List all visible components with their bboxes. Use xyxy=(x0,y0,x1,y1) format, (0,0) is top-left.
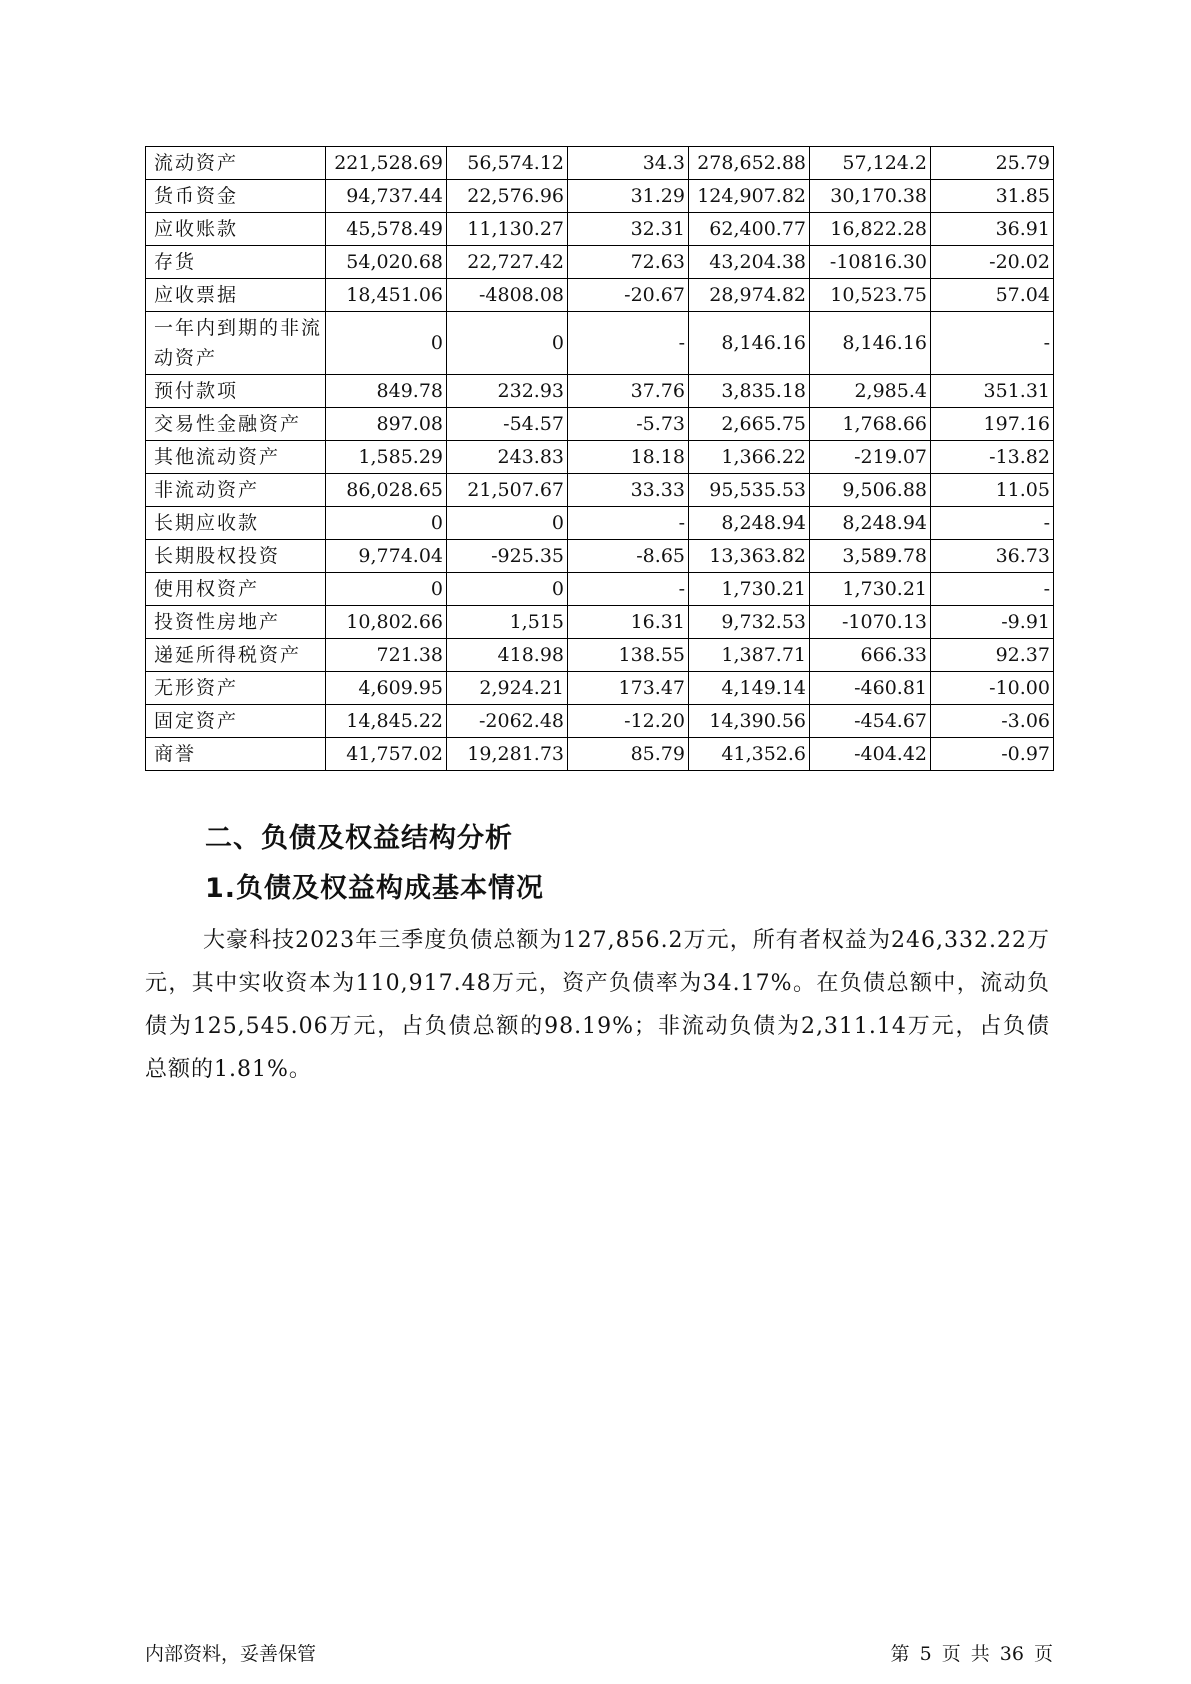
value-cell: 31.29 xyxy=(568,180,689,213)
value-cell: 9,506.88 xyxy=(810,474,931,507)
row-label-cell: 固定资产 xyxy=(146,705,326,738)
value-cell: 85.79 xyxy=(568,738,689,771)
table-row xyxy=(146,375,1054,408)
value-cell: 18,451.06 xyxy=(326,279,447,312)
value-cell: 4,609.95 xyxy=(326,672,447,705)
value-cell: 2,985.4 xyxy=(810,375,931,408)
value-cell: 95,535.53 xyxy=(689,474,810,507)
value-cell: - xyxy=(931,312,1054,375)
value-cell: 72.63 xyxy=(568,246,689,279)
value-cell: -1070.13 xyxy=(810,606,931,639)
value-cell: 10,523.75 xyxy=(810,279,931,312)
row-label-cell: 货币资金 xyxy=(146,180,326,213)
section-heading: 二、负债及权益结构分析 xyxy=(205,823,513,854)
value-cell: -13.82 xyxy=(931,441,1054,474)
value-cell: -454.67 xyxy=(810,705,931,738)
value-cell: 8,248.94 xyxy=(689,507,810,540)
row-label-cell: 存货 xyxy=(146,246,326,279)
table-row xyxy=(146,705,1054,738)
value-cell: -20.02 xyxy=(931,246,1054,279)
value-cell: 173.47 xyxy=(568,672,689,705)
row-label-cell: 应收票据 xyxy=(146,279,326,312)
value-cell: 0 xyxy=(326,573,447,606)
value-cell: 14,390.56 xyxy=(689,705,810,738)
row-label-cell: 其他流动资产 xyxy=(146,441,326,474)
row-label-cell: 长期股权投资 xyxy=(146,540,326,573)
value-cell: 9,732.53 xyxy=(689,606,810,639)
value-cell: 8,146.16 xyxy=(689,312,810,375)
value-cell: 11,130.27 xyxy=(447,213,568,246)
table-row xyxy=(146,279,1054,312)
value-cell: -4808.08 xyxy=(447,279,568,312)
value-cell: 2,924.21 xyxy=(447,672,568,705)
table-row xyxy=(146,738,1054,771)
table-row xyxy=(146,606,1054,639)
value-cell: 3,589.78 xyxy=(810,540,931,573)
table-row xyxy=(146,639,1054,672)
value-cell: -20.67 xyxy=(568,279,689,312)
value-cell: 41,757.02 xyxy=(326,738,447,771)
value-cell: 124,907.82 xyxy=(689,180,810,213)
value-cell: 1,387.71 xyxy=(689,639,810,672)
table-row xyxy=(146,573,1054,606)
value-cell: 45,578.49 xyxy=(326,213,447,246)
table-row xyxy=(146,408,1054,441)
value-cell: 57,124.2 xyxy=(810,147,931,180)
value-cell: 1,730.21 xyxy=(810,573,931,606)
value-cell: 41,352.6 xyxy=(689,738,810,771)
value-cell: 0 xyxy=(447,573,568,606)
value-cell: -0.97 xyxy=(931,738,1054,771)
value-cell: 221,528.69 xyxy=(326,147,447,180)
value-cell: 30,170.38 xyxy=(810,180,931,213)
value-cell: 666.33 xyxy=(810,639,931,672)
value-cell: 1,768.66 xyxy=(810,408,931,441)
value-cell: 57.04 xyxy=(931,279,1054,312)
value-cell: -8.65 xyxy=(568,540,689,573)
row-label-cell: 递延所得税资产 xyxy=(146,639,326,672)
value-cell: 37.76 xyxy=(568,375,689,408)
value-cell: 8,146.16 xyxy=(810,312,931,375)
row-label-cell: 应收账款 xyxy=(146,213,326,246)
row-label-cell: 投资性房地产 xyxy=(146,606,326,639)
table-row xyxy=(146,312,1054,375)
value-cell: 197.16 xyxy=(931,408,1054,441)
value-cell: -10.00 xyxy=(931,672,1054,705)
value-cell: 138.55 xyxy=(568,639,689,672)
value-cell: 43,204.38 xyxy=(689,246,810,279)
row-label-cell: 非流动资产 xyxy=(146,474,326,507)
table-row xyxy=(146,213,1054,246)
value-cell: 418.98 xyxy=(447,639,568,672)
value-cell: -404.42 xyxy=(810,738,931,771)
value-cell: -12.20 xyxy=(568,705,689,738)
value-cell: 21,507.67 xyxy=(447,474,568,507)
value-cell: 351.31 xyxy=(931,375,1054,408)
value-cell: 25.79 xyxy=(931,147,1054,180)
value-cell: 897.08 xyxy=(326,408,447,441)
row-label-cell: 预付款项 xyxy=(146,375,326,408)
value-cell: 13,363.82 xyxy=(689,540,810,573)
value-cell: -925.35 xyxy=(447,540,568,573)
value-cell: -2062.48 xyxy=(447,705,568,738)
asset-table-body xyxy=(146,147,1054,771)
value-cell: 0 xyxy=(447,507,568,540)
value-cell: 2,665.75 xyxy=(689,408,810,441)
value-cell: 32.31 xyxy=(568,213,689,246)
value-cell: 0 xyxy=(326,507,447,540)
row-label-cell: 一年内到期的非流动资产 xyxy=(146,312,326,375)
footer-page-number: 第 5 页 共 36 页 xyxy=(890,1643,1053,1665)
value-cell: - xyxy=(931,507,1054,540)
value-cell: - xyxy=(568,573,689,606)
footer-confidential-note: 内部资料，妥善保管 xyxy=(145,1643,317,1665)
value-cell: 36.91 xyxy=(931,213,1054,246)
value-cell: 18.18 xyxy=(568,441,689,474)
value-cell: - xyxy=(931,573,1054,606)
value-cell: 19,281.73 xyxy=(447,738,568,771)
value-cell: -460.81 xyxy=(810,672,931,705)
value-cell: 11.05 xyxy=(931,474,1054,507)
value-cell: 721.38 xyxy=(326,639,447,672)
value-cell: 243.83 xyxy=(447,441,568,474)
value-cell: 278,652.88 xyxy=(689,147,810,180)
row-label-cell: 长期应收款 xyxy=(146,507,326,540)
value-cell: - xyxy=(568,507,689,540)
value-cell: -3.06 xyxy=(931,705,1054,738)
value-cell: 22,576.96 xyxy=(447,180,568,213)
value-cell: 62,400.77 xyxy=(689,213,810,246)
value-cell: 0 xyxy=(447,312,568,375)
value-cell: 22,727.42 xyxy=(447,246,568,279)
value-cell: -10816.30 xyxy=(810,246,931,279)
value-cell: 33.33 xyxy=(568,474,689,507)
table-row xyxy=(146,180,1054,213)
value-cell: 4,149.14 xyxy=(689,672,810,705)
row-label-cell: 使用权资产 xyxy=(146,573,326,606)
value-cell: 92.37 xyxy=(931,639,1054,672)
value-cell: 1,366.22 xyxy=(689,441,810,474)
value-cell: 849.78 xyxy=(326,375,447,408)
value-cell: 3,835.18 xyxy=(689,375,810,408)
value-cell: 54,020.68 xyxy=(326,246,447,279)
value-cell: 86,028.65 xyxy=(326,474,447,507)
value-cell: 94,737.44 xyxy=(326,180,447,213)
table-row xyxy=(146,441,1054,474)
value-cell: 232.93 xyxy=(447,375,568,408)
row-label-cell: 商誉 xyxy=(146,738,326,771)
value-cell: 16,822.28 xyxy=(810,213,931,246)
value-cell: 28,974.82 xyxy=(689,279,810,312)
row-label-cell: 交易性金融资产 xyxy=(146,408,326,441)
value-cell: 14,845.22 xyxy=(326,705,447,738)
body-paragraph: 大豪科技2023年三季度负债总额为127,856.2万元，所有者权益为246,332.22万元，其中实收资本为110,917.48万元，资产负债率为34.17%。在负债总额中，流动负债为125,545.06万元，占负债总额的98.19%；非流动负债为2,311.14万元，占负债总额的1.81%。 xyxy=(145,928,1050,1082)
table-row xyxy=(146,147,1054,180)
value-cell: 10,802.66 xyxy=(326,606,447,639)
value-cell: -219.07 xyxy=(810,441,931,474)
subsection-heading: 1.负债及权益构成基本情况 xyxy=(205,873,545,904)
value-cell: 34.3 xyxy=(568,147,689,180)
value-cell: 1,585.29 xyxy=(326,441,447,474)
value-cell: 36.73 xyxy=(931,540,1054,573)
value-cell: 9,774.04 xyxy=(326,540,447,573)
value-cell: -9.91 xyxy=(931,606,1054,639)
table-row xyxy=(146,474,1054,507)
value-cell: 31.85 xyxy=(931,180,1054,213)
value-cell: 0 xyxy=(326,312,447,375)
value-cell: - xyxy=(568,312,689,375)
value-cell: 1,515 xyxy=(447,606,568,639)
value-cell: 8,248.94 xyxy=(810,507,931,540)
table-row xyxy=(146,246,1054,279)
value-cell: 1,730.21 xyxy=(689,573,810,606)
table-row xyxy=(146,507,1054,540)
row-label-cell: 无形资产 xyxy=(146,672,326,705)
table-row xyxy=(146,672,1054,705)
value-cell: -5.73 xyxy=(568,408,689,441)
value-cell: 16.31 xyxy=(568,606,689,639)
row-label-cell: 流动资产 xyxy=(146,147,326,180)
table-row xyxy=(146,540,1054,573)
asset-table xyxy=(145,146,1054,771)
value-cell: 56,574.12 xyxy=(447,147,568,180)
value-cell: -54.57 xyxy=(447,408,568,441)
